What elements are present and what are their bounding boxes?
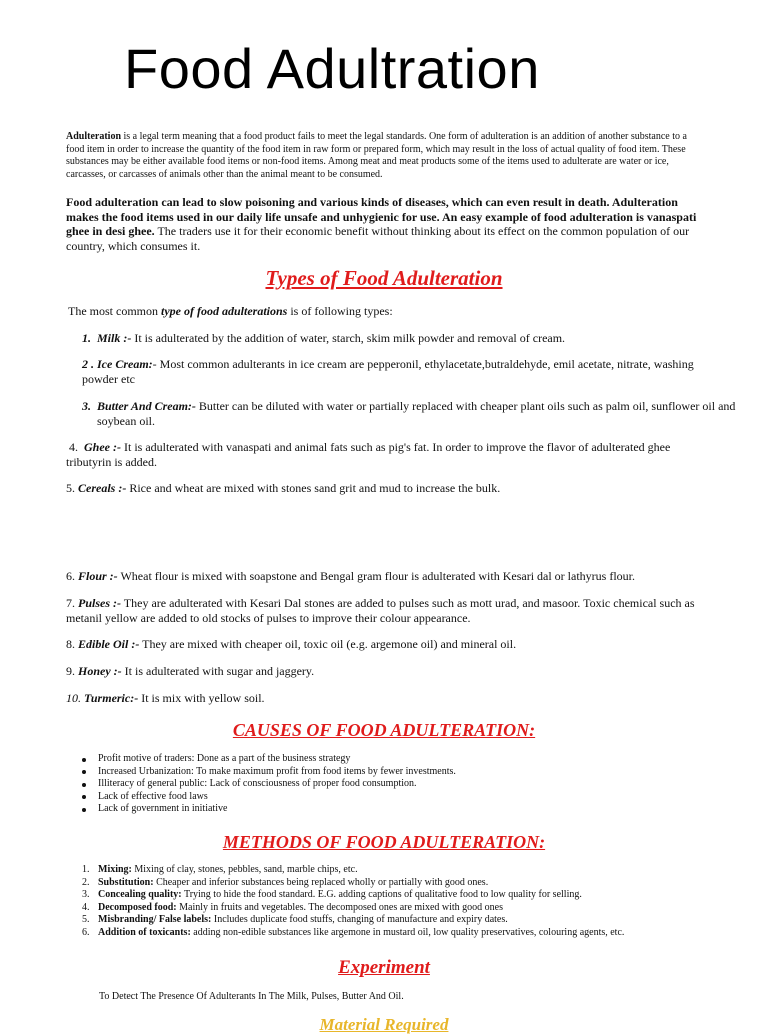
- intro-1-text: is a legal term meaning that a food product fails to meet the legal standards. One form of adulteration is an addition of another substance to a food item in order to increase the quantity of the food item in raw form or prepared form, which may result in the loss of actual quality of food item. These substances may be either available food items or non-food items. Among meat and meat products some of the items used to adulterate are water or ice, carcasses, or carcasses of animals other than the animal meant to be consumed.: [66, 131, 687, 180]
- list-item: 3. Concealing quality: Trying to hide the food standard. E.G. adding captions of qualitative food to low quality for selling.: [82, 889, 582, 900]
- type-item-ghee: 4. Ghee :- It is adulterated with vanaspati and animal fats such as pig's fat. In order to improve the flavor of adulterated ghee tributyrin is added.: [66, 440, 671, 469]
- intro-paragraph-2: [66, 195, 706, 253]
- list-item: 5. Misbranding/ False labels: Includes duplicate food stuffs, changing of manufacture and expiry dates.: [82, 914, 508, 925]
- type-item-edible-oil: 8. Edible Oil :- They are mixed with cheaper oil, toxic oil (e.g. argemone oil) and mineral oil.: [66, 637, 517, 651]
- type-item-pulses: 7. Pulses :- They are adulterated with Kesari Dal stones are added to pulses such as mott urad, and masoor. Toxic chemical such as metanil yellow are added to old stocks of pulses to improve their colour appearance.: [66, 596, 695, 625]
- experiment-text: To Detect The Presence Of Adulterants In The Milk, Pulses, Butter And Oil.: [99, 991, 404, 1002]
- list-item: Illiteracy of general public: Lack of consciousness of proper food consumption.: [80, 778, 456, 791]
- type-item-ice-cream: 2 . Ice Cream:- Most common adulterants in ice cream are pepperonil, ethylacetate,butraldehyde, emil acetate, nitrate, washing powder etc: [82, 357, 694, 386]
- type-item-milk: 1. Milk :- It is adulterated by the addition of water, starch, skim milk powder and removal of cream.: [82, 331, 566, 345]
- list-item: Lack of government in initiative: [80, 803, 456, 816]
- intro-2-bold: Food adulteration can lead to slow poisoning and various kinds of diseases, which can even result in death. Adulteration makes the food items used in our daily life unsafe and unhygienic for use. An easy example of food adulteration is vanaspati ghee in desi ghee.: [66, 195, 697, 238]
- material-heading: Material Required: [319, 1015, 449, 1034]
- intro-2-text: The traders use it for their economic benefit without thinking about its effect on the common population of our country, which consumes it.: [66, 224, 690, 253]
- intro-1-bold: Adulteration: [66, 131, 121, 142]
- causes-heading: CAUSES OF FOOD ADULTERATION:: [232, 720, 536, 740]
- list-item: Profit motive of traders: Done as a part of the business strategy: [80, 753, 456, 766]
- list-item: 4. Decomposed food: Mainly in fruits and vegetables. The decomposed ones are mixed with good ones: [82, 901, 504, 913]
- types-heading: Types of Food Adulteration: [265, 266, 503, 290]
- list-item: 6. Addition of toxicants: adding non-edible substances like argemone in mustard oil, low quality preservatives, colouring agents, etc.: [82, 926, 625, 938]
- causes-list: [80, 753, 456, 816]
- types-lead: The most common type of food adulterations is of following types:: [68, 304, 393, 318]
- experiment-heading: Experiment: [338, 957, 430, 978]
- methods-list: [82, 864, 624, 939]
- methods-heading: METHODS OF FOOD ADULTERATION:: [222, 832, 546, 852]
- list-item: 1. Mixing: Mixing of clay, stones, pebbles, sand, marble chips, etc.: [82, 864, 358, 875]
- list-item: Increased Urbanization: To make maximum profit from food items by fewer investments.: [80, 766, 456, 779]
- list-item: Lack of effective food laws: [80, 791, 456, 804]
- type-item-flour: 6. Flour :- Wheat flour is mixed with soapstone and Bengal gram flour is adulterated with Kesari dal or lathyrus flour.: [66, 569, 636, 583]
- page-title: Food Adultration: [124, 37, 540, 100]
- intro-paragraph-1: [66, 131, 702, 181]
- type-item-honey: 9. Honey :- It is adulterated with sugar and jaggery.: [66, 664, 315, 678]
- type-item-cereals: 5. Cereals :- Rice and wheat are mixed with stones sand grit and mud to increase the bulk.: [66, 481, 501, 495]
- list-item: 2. Substitution: Cheaper and inferior substances being replaced wholly or partially with good ones.: [82, 876, 489, 888]
- type-item-butter-cream: 3. Butter And Cream:- Butter can be diluted with water or partially replaced with cheaper plant oils such as palm oil, sunflower oil and soybean oil.: [82, 399, 736, 428]
- type-item-turmeric: 10. Turmeric:- It is mix with yellow soil.: [66, 691, 265, 705]
